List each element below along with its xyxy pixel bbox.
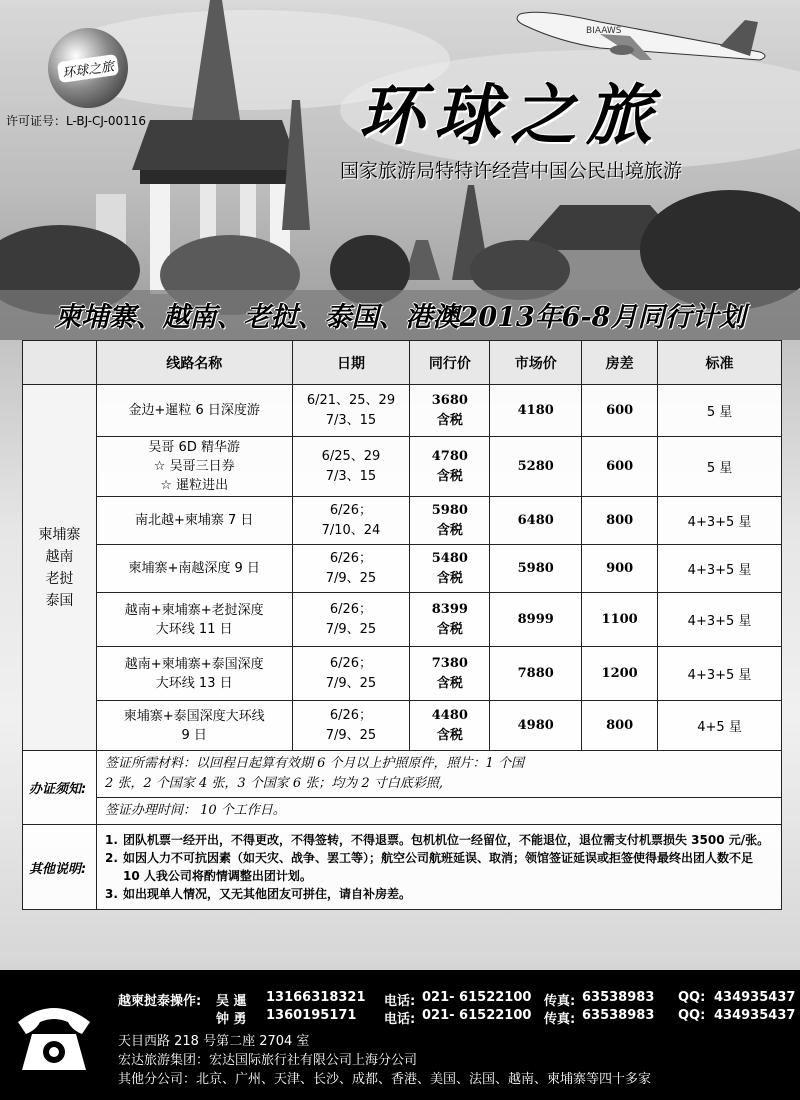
- peer-price-cell: [410, 437, 490, 497]
- table-row: [23, 593, 782, 647]
- peer-price-value: 4780: [431, 448, 468, 464]
- market-price-cell: 5280: [490, 437, 582, 497]
- peer-price-value: 8399: [431, 601, 468, 617]
- qq-label: QQ:: [678, 990, 706, 1005]
- visa-label: 办证须知:: [23, 751, 97, 825]
- route-name-cell: [96, 497, 292, 545]
- date-cell: [292, 497, 410, 545]
- header-route: 线路名称: [96, 341, 292, 385]
- header-banner: [0, 0, 800, 340]
- table-row: [23, 385, 782, 437]
- date-cell: [292, 385, 410, 437]
- other-notes-list: [97, 825, 781, 909]
- company-logo: [48, 28, 128, 108]
- ops-label: 越柬挝泰操作:: [118, 994, 202, 1009]
- market-price-cell: 4980: [490, 701, 582, 751]
- contact-qq[interactable]: 434935437: [714, 990, 796, 1005]
- header-price: 同行价: [410, 341, 490, 385]
- list-item-text: 如因人力不可抗因素（如天灾、战争、罢工等）；航空公司航班延误、取消；领馆签证延误或拒签使得最终出团人数不足 10 人我公司将酌情调整出团计划。: [123, 851, 754, 883]
- contact-name: 钟 勇: [216, 1012, 247, 1027]
- header-standard: 标准: [658, 341, 782, 385]
- notes-table: [22, 750, 782, 910]
- hotel-standard-cell: 5 星: [658, 437, 782, 497]
- contact-row-2: [118, 1008, 795, 1027]
- route-name-cell: [96, 385, 292, 437]
- fax-label: 传真:: [544, 994, 576, 1009]
- peer-price-cell: [410, 545, 490, 593]
- hotel-standard-cell: 4+3+5 星: [658, 647, 782, 701]
- peer-price-cell: [410, 593, 490, 647]
- table-row: [23, 701, 782, 751]
- route-name-line: 金边+暹粒 6 日深度游: [128, 403, 260, 418]
- route-name-line: 柬埔寨+泰国深度大环线: [123, 708, 265, 724]
- route-name-line: 越南+柬埔寨+老挝深度: [124, 602, 264, 618]
- route-name-cell: [96, 545, 292, 593]
- list-item: [105, 831, 773, 849]
- visa-materials-line-2: 2 张，2 个国家 4 张，3 个国家 6 张；均为 2 寸白底彩照,: [105, 776, 443, 791]
- qq-label: QQ:: [678, 1008, 706, 1023]
- header-room: 房差: [582, 341, 658, 385]
- tel-label: 电话:: [384, 994, 416, 1009]
- peer-price-cell: [410, 647, 490, 701]
- contact-name: 吴 暹: [216, 994, 247, 1009]
- route-name-line: ☆ 吴哥三日券: [153, 459, 235, 474]
- date-line: 6/21、25、29: [306, 392, 396, 408]
- peer-price-value: 7380: [431, 655, 468, 671]
- fax-label: 传真:: [544, 1012, 576, 1027]
- visa-materials-line-1: 签证所需材料：以回程日起算有效期 6 个月以上护照原件，照片：1 个国: [105, 756, 524, 771]
- table-row: [23, 497, 782, 545]
- plan-title: 柬埔寨、越南、老挝、泰国、港澳2013年6-8月同行计划: [54, 302, 746, 333]
- branch-offices: 其他分公司：北京、广州、天津、长沙、成都、香港、美国、法国、越南、柬埔寨等四十多家: [118, 1072, 652, 1087]
- route-name-line: 柬埔寨+南越深度 9 日: [128, 561, 260, 576]
- date-line: 6/26；: [329, 502, 373, 518]
- contact-row-1: [118, 990, 795, 1009]
- table-row: [23, 647, 782, 701]
- tax-included-label: 含税: [436, 412, 463, 428]
- room-difference-cell: 1100: [582, 593, 658, 647]
- room-difference-cell: 600: [582, 385, 658, 437]
- logo-text: 环球之旅: [57, 53, 119, 82]
- header-date: 日期: [292, 341, 410, 385]
- date-cell: [292, 647, 410, 701]
- room-difference-cell: 800: [582, 497, 658, 545]
- room-difference-cell: 800: [582, 701, 658, 751]
- date-line: 7/9、25: [325, 675, 377, 691]
- route-name-line: 越南+柬埔寨+泰国深度: [124, 656, 264, 672]
- date-line: 6/26；: [329, 655, 373, 671]
- date-cell: [292, 437, 410, 497]
- company-address: 天目西路 218 号第二座 2704 室: [118, 1034, 310, 1049]
- other-notes: [97, 825, 782, 910]
- hotel-standard-cell: 4+3+5 星: [658, 545, 782, 593]
- tax-included-label: 含税: [436, 522, 463, 538]
- tax-included-label: 含税: [436, 675, 463, 691]
- list-item-text: 团队机票一经开出，不得更改，不得签转，不得退票。包机机位一经留位，不能退位，退位需支付机票损失 3500 元/张。: [123, 833, 770, 847]
- other-notes-label: 其他说明:: [23, 825, 97, 910]
- tax-included-label: 含税: [436, 570, 463, 586]
- route-name-line: ☆ 暹粒进出: [160, 478, 229, 493]
- date-line: 7/9、25: [325, 727, 377, 743]
- date-line: 7/10、24: [321, 522, 381, 538]
- room-difference-cell: 1200: [582, 647, 658, 701]
- list-item-number: 1.: [105, 833, 118, 847]
- room-difference-cell: 900: [582, 545, 658, 593]
- route-name-cell: [96, 593, 292, 647]
- region-name: 越南: [45, 548, 74, 565]
- region-name: 柬埔寨: [38, 526, 81, 543]
- date-cell: [292, 593, 410, 647]
- date-line: 6/26；: [329, 601, 373, 617]
- route-name-cell: [96, 647, 292, 701]
- route-name-cell: [96, 701, 292, 751]
- market-price-cell: 6480: [490, 497, 582, 545]
- brand-title: 环球之旅: [358, 76, 662, 154]
- date-line: 7/3、15: [325, 468, 377, 484]
- telephone-icon: [12, 992, 96, 1076]
- hotel-standard-cell: 4+3+5 星: [658, 497, 782, 545]
- list-item-text: 如出现单人情况，又无其他团友可拼住，请自补房差。: [123, 887, 412, 901]
- date-line: 7/3、15: [325, 412, 377, 428]
- date-line: 6/26；: [329, 707, 373, 723]
- route-name-line: 大环线 11 日: [155, 621, 233, 637]
- market-price-cell: 7880: [490, 647, 582, 701]
- table-header-row: [23, 341, 782, 385]
- route-name-line: 大环线 13 日: [155, 675, 233, 691]
- route-name-cell: [96, 437, 292, 497]
- market-price-cell: 4180: [490, 385, 582, 437]
- route-name-line: 南北越+柬埔寨 7 日: [134, 513, 254, 528]
- region-name: 老挝: [45, 570, 74, 587]
- market-price-cell: 5980: [490, 545, 582, 593]
- peer-price-value: 3680: [431, 392, 468, 408]
- peer-price-value: 5480: [431, 550, 468, 566]
- region-name: 泰国: [45, 592, 74, 609]
- company-group: 宏达旅游集团：宏达国际旅行社有限公司上海分公司: [118, 1053, 418, 1068]
- list-item-number: 3.: [105, 887, 118, 901]
- region-cell: [23, 385, 97, 751]
- list-item: [105, 885, 773, 903]
- contact-tel[interactable]: 021- 61522100: [422, 990, 532, 1005]
- visa-processing-time: 签证办理时间： 10 个工作日。: [97, 798, 782, 825]
- header-market: 市场价: [490, 341, 582, 385]
- contact-tel[interactable]: 021- 61522100: [422, 1008, 532, 1023]
- visa-materials: [97, 751, 782, 798]
- contact-qq[interactable]: 434935437: [714, 1008, 796, 1023]
- hotel-standard-cell: 5 星: [658, 385, 782, 437]
- contact-mobile[interactable]: 13166318321: [266, 990, 366, 1005]
- tel-label: 电话:: [384, 1012, 416, 1027]
- contact-mobile[interactable]: 1360195171: [266, 1008, 357, 1023]
- contact-fax: 63538983: [582, 1008, 655, 1023]
- tax-included-label: 含税: [436, 621, 463, 637]
- date-cell: [292, 545, 410, 593]
- list-item: [105, 849, 773, 885]
- tax-included-label: 含税: [436, 727, 463, 743]
- ops-label-spacer: [118, 1008, 216, 1027]
- room-difference-cell: 600: [582, 437, 658, 497]
- date-line: 6/25、29: [321, 448, 381, 464]
- brand-subtitle: 国家旅游局特特许经营中国公民出境旅游: [340, 160, 683, 182]
- peer-price-cell: [410, 385, 490, 437]
- plane-livery-text: BIAAWS: [586, 26, 622, 36]
- date-line: 6/26；: [329, 550, 373, 566]
- table-row: [23, 437, 782, 497]
- date-line: 7/9、25: [325, 621, 377, 637]
- license-number: 许可证号：L-BJ-CJ-00116: [6, 114, 147, 128]
- footer-contact-bar: [0, 970, 800, 1100]
- peer-price-cell: [410, 701, 490, 751]
- route-name-line: 9 日: [181, 727, 207, 743]
- hotel-standard-cell: 4+3+5 星: [658, 593, 782, 647]
- peer-price-value: 5980: [431, 502, 468, 518]
- peer-price-value: 4480: [431, 707, 468, 723]
- market-price-cell: 8999: [490, 593, 582, 647]
- hotel-standard-cell: 4+5 星: [658, 701, 782, 751]
- peer-price-cell: [410, 497, 490, 545]
- date-cell: [292, 701, 410, 751]
- route-name-line: 吴哥 6D 精华游: [148, 440, 240, 455]
- date-line: 7/9、25: [325, 570, 377, 586]
- contact-fax: 63538983: [582, 990, 655, 1005]
- list-item-number: 2.: [105, 851, 118, 865]
- tour-price-table: [22, 340, 782, 751]
- tax-included-label: 含税: [436, 468, 463, 484]
- table-row: [23, 545, 782, 593]
- header-region: [23, 341, 97, 385]
